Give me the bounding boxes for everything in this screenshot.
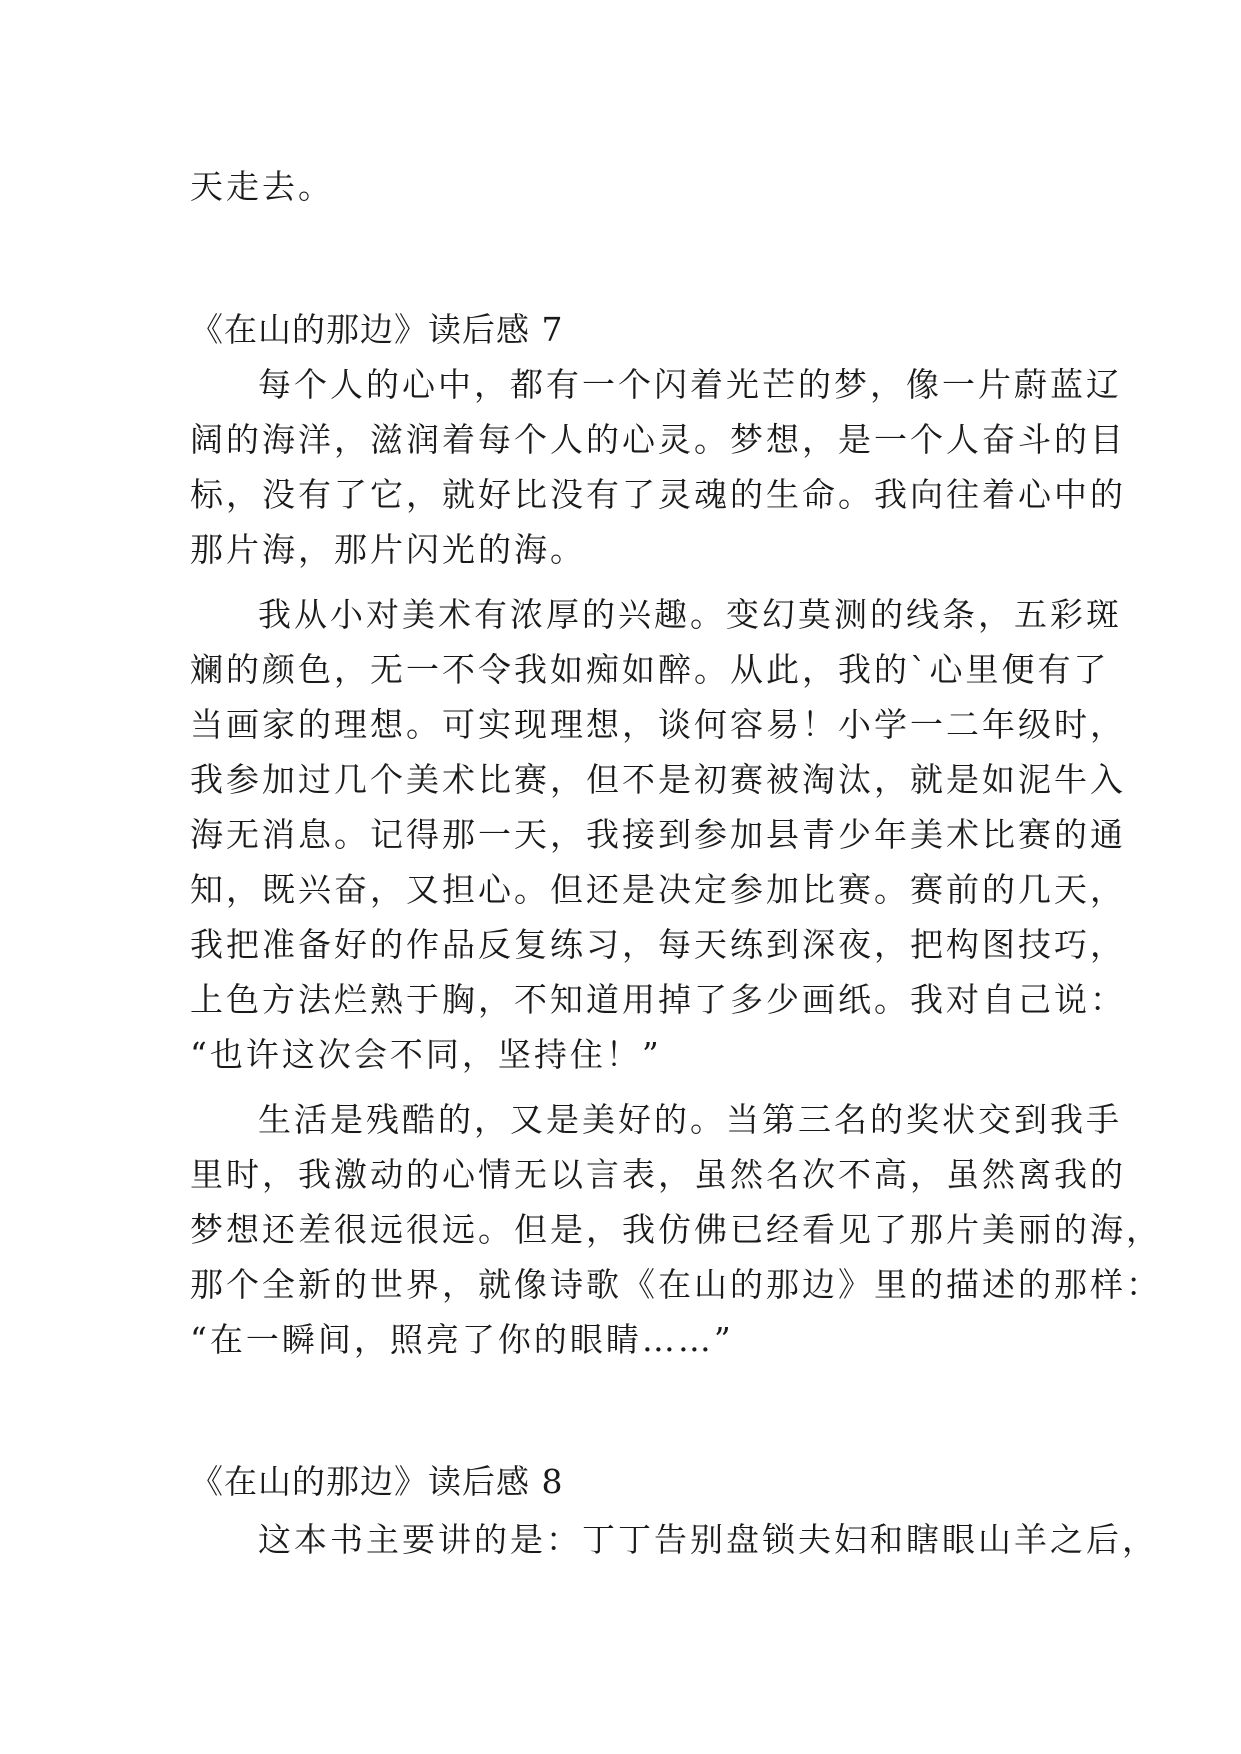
paragraph-line: 每个人的心中，都有一个闪着光芒的梦，像一片蔚蓝辽	[258, 365, 1122, 404]
section-heading-8: 《在山的那边》读后感 8	[190, 1462, 564, 1501]
paragraph-line: 当画家的理想。可实现理想，谈何容易！小学一二年级时，	[190, 705, 1126, 744]
paragraph-line: “也许这次会不同，坚持住！”	[190, 1035, 662, 1074]
paragraph-line: 那片海，那片闪光的海。	[190, 530, 586, 569]
paragraph-line: 标，没有了它，就好比没有了灵魂的生命。我向往着心中的	[190, 475, 1126, 514]
paragraph-line: 那个全新的世界，就像诗歌《在山的那边》里的描述的那样：	[190, 1265, 1162, 1304]
paragraph-line: 我把准备好的作品反复练习，每天练到深夜，把构图技巧，	[190, 925, 1126, 964]
paragraph-line: 海无消息。记得那一天，我接到参加县青少年美术比赛的通	[190, 815, 1126, 854]
paragraph-line: 天走去。	[190, 167, 334, 206]
paragraph-line: 我从小对美术有浓厚的兴趣。变幻莫测的线条，五彩斑	[258, 595, 1122, 634]
paragraph-line: “在一瞬间，照亮了你的眼睛……”	[190, 1320, 734, 1359]
paragraph-line: 里时，我激动的心情无以言表，虽然名次不高，虽然离我的	[190, 1155, 1126, 1194]
paragraph-line: 这本书主要讲的是：丁丁告别盘锁夫妇和瞎眼山羊之后，	[258, 1520, 1158, 1559]
section-heading-7: 《在山的那边》读后感 7	[190, 310, 564, 349]
paragraph-line: 生活是残酷的，又是美好的。当第三名的奖状交到我手	[258, 1100, 1122, 1139]
paragraph-line: 我参加过几个美术比赛，但不是初赛被淘汰，就是如泥牛入	[190, 760, 1126, 799]
paragraph-line: 知，既兴奋，又担心。但还是决定参加比赛。赛前的几天，	[190, 870, 1126, 909]
paragraph-line: 斓的颜色，无一不令我如痴如醉。从此，我的`心里便有了	[190, 650, 1110, 689]
paragraph-line: 梦想还差很远很远。但是，我仿佛已经看见了那片美丽的海，	[190, 1210, 1162, 1249]
paragraph-line: 阔的海洋，滋润着每个人的心灵。梦想，是一个人奋斗的目	[190, 420, 1126, 459]
paragraph-line: 上色方法烂熟于胸，不知道用掉了多少画纸。我对自己说：	[190, 980, 1126, 1019]
